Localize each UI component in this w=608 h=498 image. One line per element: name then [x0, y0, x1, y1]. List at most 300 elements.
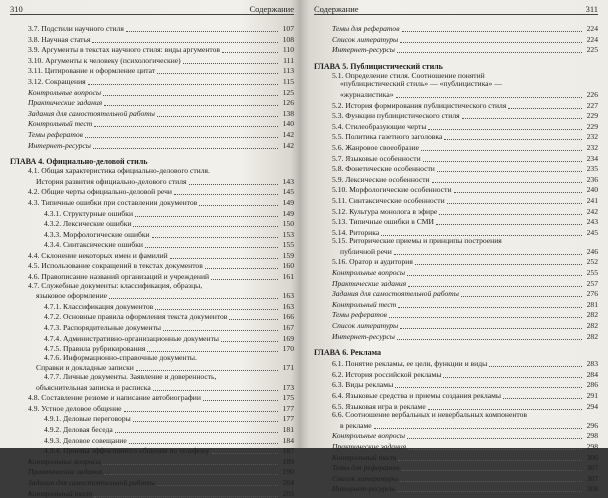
entry-title: 5.6. Жанровое своеобразие [332, 142, 420, 152]
dot-leader [221, 333, 278, 342]
entry-page-number: 282 [586, 310, 598, 320]
entry-title: объяснительная записка и расписка [36, 382, 151, 392]
table-of-contents [10, 23, 294, 498]
dot-leader [222, 44, 278, 53]
toc-entry [314, 288, 598, 299]
entry-title: Темы рефератов [28, 129, 83, 139]
entry-page-number: 205 [282, 488, 294, 498]
toc-entry [314, 420, 598, 431]
dot-leader [126, 23, 278, 32]
dot-leader [394, 246, 582, 255]
dot-leader [205, 260, 278, 269]
entry-page-number: 107 [282, 24, 294, 33]
entry-title: 4.7.2. Основные правила оформления текста документов [44, 312, 228, 322]
toc-entry [10, 260, 294, 271]
toc-entry [10, 250, 294, 261]
toc-entry [10, 208, 294, 219]
entry-title: 4.1. Общая характеристика официально-делового стиля. [28, 166, 210, 176]
entry-title: «журналистика» [340, 89, 394, 99]
entry-page-number: 142 [282, 140, 294, 150]
dot-leader [153, 382, 278, 391]
dot-leader [104, 97, 278, 106]
toc-entry [314, 121, 598, 132]
entry-title: 5.12. Культура монолога в эфире [332, 206, 438, 216]
entry-title: Интернет-ресурсы [28, 140, 91, 150]
toc-entry [10, 23, 294, 34]
entry-title: 5.5. Политика газетного заголовка [332, 132, 443, 142]
dot-leader [109, 290, 278, 299]
entry-title: 4.5. Использование сокращений в текстах документов [28, 261, 203, 271]
toc-entry [10, 167, 294, 176]
entry-page-number: 149 [282, 197, 294, 207]
dot-leader [374, 420, 582, 429]
entry-page-number: 155 [282, 240, 294, 250]
entry-title: 3.11. Цитирование и оформление цитат [28, 66, 156, 76]
dot-leader [115, 424, 278, 433]
dot-leader [199, 197, 278, 206]
dot-leader [444, 131, 582, 140]
entry-page-number: 243 [586, 217, 598, 227]
toc-entry [314, 267, 598, 278]
entry-title: 6.6. Соотношение вербальных и невербальных компонентов [332, 410, 528, 420]
toc-entry [10, 118, 294, 129]
entry-title: в рекламе [340, 420, 372, 430]
entry-title: Интернет-ресурсы [332, 331, 395, 341]
entry-page-number: 142 [282, 129, 294, 139]
left-page [0, 0, 300, 498]
entry-page-number: 138 [282, 108, 294, 118]
toc-entry [314, 153, 598, 164]
entry-page-number: 125 [282, 87, 294, 97]
toc-entry [10, 403, 294, 414]
toc-entry [314, 278, 598, 289]
entry-page-number: 189 [282, 456, 294, 466]
entry-title: 5.1. Определение стиля. Соотношение понятий [332, 70, 485, 80]
dot-leader [423, 153, 582, 162]
dot-leader [400, 320, 582, 329]
entry-page-number: 169 [282, 333, 294, 343]
chapter-heading: ГЛАВА 6. Реклама [314, 348, 382, 358]
toc-entry [314, 452, 598, 463]
dot-leader [133, 413, 278, 422]
entry-page-number: 282 [586, 321, 598, 331]
entry-title: 3.9. Аргументы в текстах научного стиля: виды аргументов [28, 45, 220, 55]
dot-leader [92, 34, 278, 43]
toc-entry [10, 311, 294, 322]
entry-page-number: 255 [586, 268, 598, 278]
toc-entry [314, 23, 598, 34]
dot-leader [152, 229, 278, 238]
dot-leader [395, 379, 582, 388]
dot-leader [85, 129, 278, 138]
entry-title: Задания для самостоятельной работы [28, 108, 155, 118]
entry-title: 5.2. История формирования публицистического стиля [332, 100, 507, 110]
dot-leader [229, 311, 278, 320]
entry-page-number: 283 [586, 359, 598, 369]
toc-entry [314, 411, 598, 420]
toc-entry [10, 140, 294, 151]
entry-page-number: 257 [586, 278, 598, 288]
dot-leader [447, 195, 582, 204]
toc-entry [314, 142, 598, 153]
dot-leader [136, 362, 278, 371]
toc-entry [10, 373, 294, 382]
chapter-heading: ГЛАВА 4. Официально-деловой стиль [10, 157, 148, 167]
entry-page-number: 153 [282, 229, 294, 239]
entry-page-number: 175 [282, 393, 294, 403]
dot-leader [94, 118, 278, 127]
toc-entry [314, 237, 598, 246]
toc-entry [10, 282, 294, 291]
dot-leader [147, 343, 278, 352]
chapter-heading: ГЛАВА 5. Публицистический стиль [314, 61, 443, 71]
entry-title: Контрольные вопросы [332, 268, 406, 278]
entry-page-number: 160 [282, 261, 294, 271]
entry-page-number: 227 [586, 100, 598, 110]
entry-page-number: 163 [282, 291, 294, 301]
entry-title: 4.7.4. Административно-организационные документы [44, 333, 220, 343]
toc-entry [314, 34, 598, 45]
dot-leader [415, 256, 582, 265]
entry-title: 4.3.1. Структурные ошибки [44, 208, 134, 218]
table-of-contents [314, 23, 598, 494]
toc-entry [314, 131, 598, 142]
dot-leader [432, 174, 582, 183]
entry-page-number: 126 [282, 98, 294, 108]
dot-leader [189, 176, 278, 185]
entry-title: 4.7.6. Информационно-справочные документы. [44, 352, 197, 362]
dot-leader [133, 218, 278, 227]
entry-title: 4.2. Общие черты официально-деловой речи [28, 187, 172, 197]
dot-leader [93, 140, 278, 149]
entry-title: 4.3.3. Морфологические ошибки [44, 229, 150, 239]
entry-page-number: 225 [586, 45, 598, 55]
entry-page-number: 235 [586, 164, 598, 174]
entry-page-number: 170 [282, 344, 294, 354]
toc-entry [314, 174, 598, 185]
entry-page-number: 236 [586, 174, 598, 184]
entry-title: 4.8. Составление резюме и написание автобиографии [28, 393, 201, 403]
entry-title: 6.3. Виды рекламы [332, 380, 394, 390]
toc-entry [314, 358, 598, 369]
entry-page-number: 108 [282, 34, 294, 44]
toc-entry [10, 229, 294, 240]
dot-leader [155, 301, 278, 310]
toc-entry [10, 239, 294, 250]
entry-page-number: 245 [586, 227, 598, 237]
toc-entry [314, 379, 598, 390]
toc-entry [10, 333, 294, 344]
entry-title: Практические задания [28, 467, 103, 477]
dot-leader [103, 456, 278, 465]
entry-page-number: 171 [282, 363, 294, 373]
dot-leader [503, 390, 582, 399]
toc-entry [10, 176, 294, 187]
toc-entry [314, 390, 598, 401]
toc-entry [10, 97, 294, 108]
entry-title: 6.2. История российской рекламы [332, 369, 442, 379]
dot-leader [398, 452, 582, 461]
dot-leader [397, 483, 582, 492]
toc-entry [314, 100, 598, 111]
entry-page-number: 242 [586, 206, 598, 216]
entry-title: Практические задания [332, 441, 407, 451]
dot-leader [389, 309, 582, 318]
toc-entry [314, 320, 598, 331]
entry-page-number: 282 [586, 331, 598, 341]
entry-title: 4.6. Правописание названий организаций и учреждений [28, 272, 210, 282]
toc-entry [314, 256, 598, 267]
entry-title: 4.9.4. Приемы эффективного общения по телефону [44, 446, 210, 456]
right-running-head [314, 3, 598, 15]
toc-entry [314, 216, 598, 227]
left-running-head [10, 3, 294, 15]
entry-page-number: 229 [586, 121, 598, 131]
entry-title: Контрольный тест [28, 488, 93, 498]
entry-title: 4.7.1. Классификация документов [44, 301, 154, 311]
page-number: 311 [585, 4, 598, 14]
entry-title: 4.9.3. Деловое совещание [44, 435, 127, 445]
entry-title: Справки и докладные записки [36, 363, 134, 373]
entry-page-number: 286 [586, 380, 598, 390]
dot-leader [183, 55, 278, 64]
toc-entry [314, 206, 598, 217]
entry-page-number: 140 [282, 119, 294, 129]
toc-entry [10, 44, 294, 55]
toc-entry [314, 473, 598, 484]
entry-page-number: 204 [282, 477, 294, 487]
entry-title: 3.8. Научная статья [28, 34, 91, 44]
dot-leader [454, 184, 582, 193]
toc-entry [314, 369, 598, 380]
entry-page-number: 307 [586, 473, 598, 483]
entry-page-number: 306 [586, 452, 598, 462]
entry-title: 5.10. Морфологические особенности [332, 185, 452, 195]
dot-leader [408, 441, 582, 450]
dot-leader [489, 358, 582, 367]
dot-leader [212, 445, 278, 454]
toc-entry [10, 413, 294, 424]
entry-title: 4.3.4. Синтаксические ошибки [44, 240, 143, 250]
toc-entry [314, 246, 598, 257]
dot-leader [461, 288, 582, 297]
entry-title: 5.16. Оратор и аудитория [332, 257, 413, 267]
dot-leader [174, 186, 278, 195]
entry-title: Задания для самостоятельной работы [332, 289, 459, 299]
entry-page-number: 308 [586, 484, 598, 494]
entry-page-number: 234 [586, 153, 598, 163]
entry-page-number: 226 [586, 89, 598, 99]
entry-page-number: 181 [282, 424, 294, 434]
toc-entry [10, 322, 294, 333]
dot-leader [124, 403, 278, 412]
entry-page-number: 240 [586, 185, 598, 195]
entry-page-number: 298 [586, 431, 598, 441]
dot-leader [402, 462, 582, 471]
entry-title: 4.3.2. Лексические ошибки [44, 219, 132, 229]
dot-leader [135, 208, 278, 217]
entry-page-number: 159 [282, 250, 294, 260]
entry-page-number: 143 [282, 176, 294, 186]
toc-entry [10, 456, 294, 467]
dot-leader [145, 239, 278, 248]
entry-title: Контрольные вопросы [332, 431, 406, 441]
entry-page-number: 145 [282, 187, 294, 197]
entry-page-number: 177 [282, 414, 294, 424]
entry-title: Темы рефератов [332, 310, 387, 320]
entry-page-number: 167 [282, 323, 294, 333]
entry-title: 4.7.3. Распорядительные документы [44, 323, 162, 333]
dot-leader [462, 110, 582, 119]
entry-title: Список литературы [332, 321, 399, 331]
toc-entry [314, 331, 598, 342]
entry-page-number: 161 [282, 272, 294, 282]
entry-title: 4.4. Склонение некоторых имен и фамилий [28, 250, 168, 260]
toc-entry [314, 441, 598, 452]
dot-leader [170, 250, 278, 259]
entry-page-number: 284 [586, 369, 598, 379]
entry-page-number: 110 [282, 45, 294, 55]
dot-leader [443, 369, 582, 378]
dot-leader [436, 216, 582, 225]
dot-leader [203, 392, 278, 401]
toc-entry [314, 44, 598, 55]
toc-entry [314, 110, 598, 121]
dot-leader [400, 34, 582, 43]
entry-title: 3.7. Подстили научного стиля [28, 24, 124, 33]
dot-leader [211, 271, 278, 280]
entry-page-number: 246 [586, 246, 598, 256]
dot-leader [157, 477, 278, 486]
dot-leader [400, 473, 582, 482]
dot-leader [129, 435, 278, 444]
dot-leader [104, 466, 278, 475]
dot-leader [402, 23, 582, 32]
toc-entry [10, 466, 294, 477]
dot-leader [428, 401, 582, 410]
entry-page-number: 232 [586, 132, 598, 142]
entry-title: 3.12. Сокращения [28, 76, 86, 86]
entry-title: 4.9.1. Деловые переговоры [44, 414, 131, 424]
entry-title: Темы для рефератов [332, 463, 400, 473]
entry-page-number: 252 [586, 257, 598, 267]
toc-entry [314, 309, 598, 320]
entry-title: Контрольный тест [332, 452, 397, 462]
entry-title: 4.7.7. Личные документы. Заявление и доверенность, [44, 372, 217, 381]
entry-page-number: 281 [586, 299, 598, 309]
entry-title: Контрольные вопросы [28, 456, 102, 466]
toc-entry [10, 108, 294, 119]
toc-entry [10, 87, 294, 98]
entry-page-number: 115 [282, 76, 294, 86]
entry-title: Темы для рефератов [332, 24, 400, 33]
dot-leader [88, 76, 278, 85]
dot-leader [103, 87, 278, 96]
entry-title: Интернет-ресурсы [332, 484, 395, 494]
dot-leader [439, 206, 582, 215]
toc-entry [10, 76, 294, 87]
entry-page-number: 224 [586, 24, 598, 33]
entry-title: 5.13. Типичные ошибки в СМИ [332, 217, 434, 227]
toc-entry [314, 195, 598, 206]
entry-title: 5.3. Функции публицистического стиля [332, 111, 460, 121]
dot-leader [421, 142, 582, 151]
toc-entry [10, 382, 294, 393]
entry-title: История развития официально-делового стиля [36, 176, 187, 186]
toc-entry [314, 89, 598, 100]
entry-page-number: 166 [282, 312, 294, 322]
dot-leader [396, 89, 583, 98]
toc-entry [10, 197, 294, 208]
dot-leader [381, 227, 582, 236]
entry-page-number: 149 [282, 208, 294, 218]
toc-entry [10, 129, 294, 140]
entry-page-number: 291 [586, 391, 598, 400]
entry-page-number: 276 [586, 289, 598, 299]
dot-leader [437, 163, 582, 172]
entry-title: 6.1. Понятие рекламы, ее цели, функции и виды [332, 359, 488, 369]
entry-page-number: 184 [282, 435, 294, 445]
entry-page-number: 150 [282, 219, 294, 229]
entry-title: 5.11. Синтаксические особенности [332, 195, 445, 205]
right-page [300, 0, 608, 494]
dot-leader [397, 44, 582, 53]
entry-page-number: 163 [282, 301, 294, 311]
entry-title: Задания для самостоятельной работы [28, 477, 155, 487]
toc-entry [10, 477, 294, 488]
entry-title: Список литературы [332, 473, 399, 483]
toc-entry [10, 218, 294, 229]
entry-title: Контрольный тест [332, 299, 397, 309]
dot-leader [94, 488, 278, 497]
toc-entry [10, 186, 294, 197]
toc-entry [10, 392, 294, 403]
entry-title: 5.7. Языковые особенности [332, 153, 421, 163]
entry-page-number: 298 [586, 441, 598, 451]
toc-entry [314, 80, 598, 89]
toc-entry [10, 424, 294, 435]
entry-page-number: 177 [282, 403, 294, 413]
toc-entry [10, 488, 294, 498]
toc-entry [314, 462, 598, 473]
running-title: Содержание [314, 4, 359, 14]
entry-title: публичной речи [340, 246, 392, 256]
entry-title: языковое оформление [36, 291, 108, 301]
dot-leader [163, 322, 278, 331]
entry-page-number: 229 [586, 111, 598, 121]
entry-title: 5.9. Лексические особенности [332, 174, 430, 184]
toc-entry [10, 354, 294, 363]
entry-page-number: 224 [586, 34, 598, 44]
entry-title: Интернет-ресурсы [332, 45, 395, 55]
entry-title: 4.9. Устное деловое общение [28, 403, 122, 413]
entry-title: 6.5. Языковая игра в рекламе [332, 401, 426, 411]
entry-title: Список литературы [332, 34, 399, 44]
dot-leader [508, 100, 582, 109]
toc-entry [10, 290, 294, 301]
entry-title: 4.7.5. Правила рубрикирования [44, 344, 146, 354]
entry-title: Контрольные вопросы [28, 87, 102, 97]
toc-entry [314, 163, 598, 174]
entry-title: 6.4. Языковые средства и приемы создания рекламы [332, 391, 502, 400]
dot-leader [408, 278, 582, 287]
entry-page-number: 111 [283, 55, 294, 65]
entry-title: Практические задания [332, 278, 407, 288]
toc-entry [314, 184, 598, 195]
running-title: Содержание [249, 4, 294, 14]
entry-page-number: 190 [282, 467, 294, 477]
entry-title: 4.9.2. Деловая беседа [44, 424, 113, 434]
